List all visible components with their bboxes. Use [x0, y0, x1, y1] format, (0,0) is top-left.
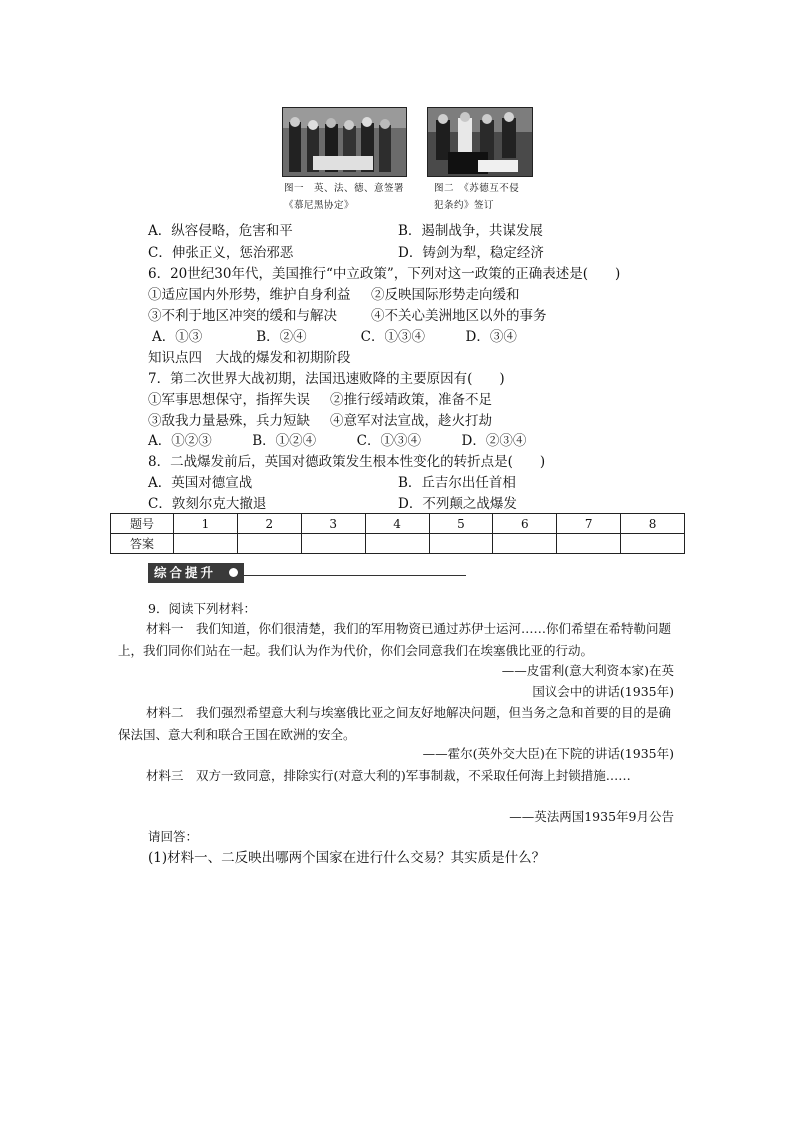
answer-table-header-row: [111, 514, 685, 534]
banner-divider: [244, 575, 466, 576]
table-number-cell: 8: [621, 514, 685, 534]
table-label-number: 题号: [111, 514, 174, 534]
q7-stem: 7．第二次世界大战初期，法国迅速败降的主要原因有( ): [148, 371, 505, 387]
answer-cell[interactable]: [237, 534, 301, 554]
q8-option-c: C．敦刻尔克大撤退: [148, 496, 267, 512]
table-number-cell: 4: [365, 514, 429, 534]
table-number-cell: 1: [174, 514, 238, 534]
q6-statement-3: ③不利于地区冲突的缓和与解决: [148, 308, 337, 324]
q5-option-a: A．纵容侵略，危害和平: [148, 223, 293, 239]
answer-cell[interactable]: [365, 534, 429, 554]
material-3-source: ——英法两国1935年9月公告: [509, 809, 674, 824]
q6-options: A．①③ B．②④ C．①③④ D．③④: [152, 329, 517, 345]
answer-table: [110, 513, 685, 554]
table-number-cell: 3: [301, 514, 365, 534]
q6-statement-2: ②反映国际形势走向缓和: [371, 287, 520, 303]
answer-cell[interactable]: [621, 534, 685, 554]
q9-ask: 请回答：: [148, 829, 199, 844]
table-number-cell: 2: [237, 514, 301, 534]
fig1-caption-line1: 图一 英、法、德、意签署: [284, 183, 405, 194]
answer-cell[interactable]: [493, 534, 557, 554]
pact-photo-graphic: [428, 108, 532, 176]
q5-option-c: C．伸张正义，惩治邪恶: [148, 245, 294, 261]
q7-options: A．①②③ B．①②④ C．①③④ D．②③④: [148, 433, 527, 449]
banner-label: 综合提升: [154, 565, 217, 580]
q7-statement-3: ③敌我力量悬殊，兵力短缺: [148, 413, 310, 429]
table-label-answer: 答案: [111, 534, 174, 554]
material-1-text: 材料一 我们知道，你们很清楚，我们的军用物资已通过苏伊士运河……你们希望在希特勒问题上，我们同你们站在一起。我们认为作为代价，你们会同意我们在埃塞俄比亚的行动。: [118, 621, 672, 658]
q6-statement-1: ①适应国内外形势，维护自身利益: [148, 287, 351, 303]
answer-cell[interactable]: [557, 534, 621, 554]
section-banner: [148, 563, 244, 583]
munich-photo-graphic: [283, 108, 406, 176]
q6-statement-4: ④不关心美洲地区以外的事务: [371, 308, 547, 324]
answer-cell[interactable]: [301, 534, 365, 554]
answer-cell[interactable]: [174, 534, 238, 554]
q7-statement-2: ②推行绥靖政策，准备不足: [330, 392, 492, 408]
material-1-source-line2: 国议会中的讲话(1935年): [532, 684, 674, 699]
munich-agreement-photo: [282, 107, 407, 177]
q8-stem: 8．二战爆发前后，英国对德政策发生根本性变化的转折点是( ): [148, 454, 546, 470]
answer-table-answer-row: [111, 534, 685, 554]
material-2-text: 材料二 我们强烈希望意大利与埃塞俄比亚之间友好地解决问题，但当务之急和首要的目的是确保法国、意大利和联合王国在欧洲的安全。: [118, 705, 672, 742]
answer-cell[interactable]: [429, 534, 493, 554]
q9-subquestion-1: (1)材料一、二反映出哪两个国家在进行什么交易？其实质是什么？: [148, 850, 546, 866]
q5-option-b: B．遏制战争，共谋发展: [398, 223, 543, 239]
q6-stem: 6．20世纪30年代，美国推行“中立政策”，下列对这一政策的正确表述是( ): [148, 266, 621, 282]
fig2-caption-line1: 图二 《苏德互不侵: [434, 183, 520, 194]
table-number-cell: 7: [557, 514, 621, 534]
soviet-german-pact-photo: [427, 107, 533, 177]
table-number-cell: 5: [429, 514, 493, 534]
fig2-caption-line2: 犯条约》签订: [434, 200, 495, 211]
q8-option-d: D．不列颠之战爆发: [398, 496, 517, 512]
material-2-source: ——霍尔(英外交大臣)在下院的讲话(1935年): [422, 746, 674, 761]
fig1-caption-line2: 《慕尼黑协定》: [284, 200, 355, 211]
q8-option-b: B．丘吉尔出任首相: [398, 475, 516, 491]
q5-option-d: D．铸剑为犁，稳定经济: [398, 245, 544, 261]
q8-option-a: A．英国对德宣战: [148, 475, 253, 491]
banner-dot-icon: [229, 568, 238, 577]
material-1-source-line1: ——皮雷利(意大利资本家)在英: [501, 663, 674, 678]
material-3-text: 材料三 双方一致同意，排除实行(对意大利的)军事制裁，不采取任何海上封锁措施……: [146, 768, 631, 783]
q7-statement-4: ④意军对法宣战，趁火打劫: [330, 413, 492, 429]
section-title-4: 知识点四 大战的爆发和初期阶段: [148, 350, 351, 366]
q7-statement-1: ①军事思想保守，指挥失误: [148, 392, 310, 408]
table-number-cell: 6: [493, 514, 557, 534]
q9-stem: 9．阅读下列材料：: [148, 601, 256, 616]
